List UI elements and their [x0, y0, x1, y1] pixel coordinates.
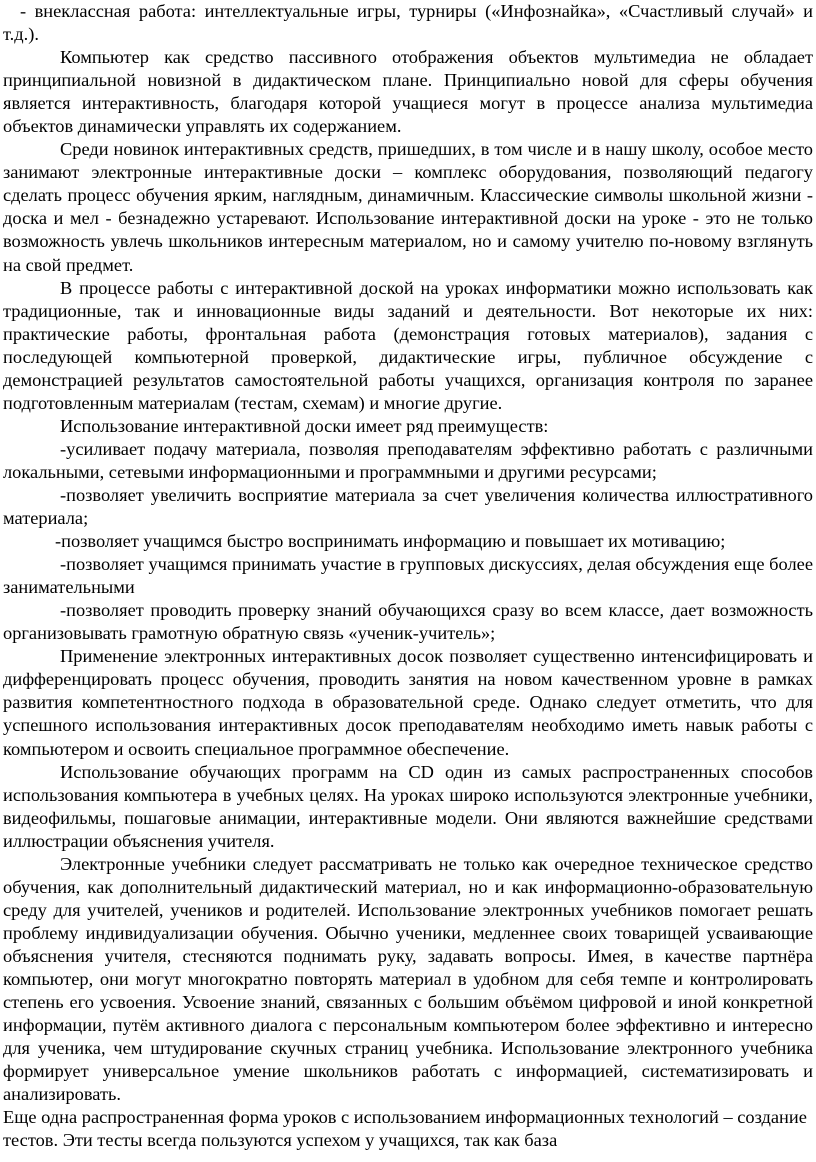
list-item-advantage-4: -позволяет учащимся принимать участие в групповых дискуссиях, делая обсуждения еще более занимательными	[3, 554, 813, 598]
document-page	[3, 0, 813, 1152]
paragraph-interactive-boards: Среди новинок интерактивных средств, пришедших, в том числе и в нашу школу, особое место занимают электронные интерактивные доски – комплекс оборудования, позволяющий педагогу сделать процесс обучения ярким, наглядным, динамичным. Классические символы школьной жизни - доска и мел - безнадежно устаревают. Использование интерактивной доски на уроке - это не только возможность увлечь школьников интересным материалом, но и самому учителю по-новому взглянуть на свой предмет.	[3, 139, 813, 275]
list-item-advantage-3: -позволяет учащимся быстро воспринимать информацию и повышает их мотивацию;	[55, 531, 726, 552]
list-item-advantage-1: -усиливает подачу материала, позволяя преподавателям эффективно работать с различными локальными, сетевыми информационными и программными и другими ресурсами;	[3, 438, 813, 482]
paragraph-computer-passive: Компьютер как средство пассивного отображения объектов мультимедиа не обладает принципиальной новизной в дидактическом плане. Принципиально новой для сферы обучения является интерактивность, благодаря которой учащиеся могут в процессе анализа мультимедиа объектов динамически управлять их содержанием.	[3, 47, 813, 137]
paragraph-electronic-textbooks: Электронные учебники следует рассматривать не только как очередное техническое средство обучения, как дополнительный дидактический материал, но и как информационно-образовательную среду для учителей, учеников и родителей. Использование электронных учебников помогает решать проблему индивидуализации обучения. Обычно ученики, медленнее своих товарищей усваивающие объяснения учителя, стесняются поднимать руку, задавать вопросы. Имея, в качестве партнёра компьютер, они могут многократно повторять материал в удобном для себя темпе и контролировать степень его усвоения. Усвоение знаний, связанных с большим объёмом цифровой и иной конкретной информации, путём активного диалога с персональным компьютером более эффективно и интересно для ученика, чем штудирование скучных страниц учебника. Использование электронного учебника формирует универсальное умение школьников работать с информацией, систематизировать и анализировать.	[3, 853, 813, 1105]
paragraph-extracurricular: - внеклассная работа: интеллектуальные игры, турниры («Инфознайка», «Счастливый случай» и т.д.).	[3, 1, 813, 45]
paragraph-tests: Еще одна распространенная форма уроков с использованием информационных технологий – создание тестов. Эти тесты всегда пользуются успехом у учащихся, так как база	[3, 1107, 807, 1151]
list-item-advantage-5: -позволяет проводить проверку знаний обучающихся сразу во всем классе, дает возможность организовывать грамотную обратную связь «ученик-учитель»;	[3, 600, 813, 644]
list-item-advantage-2: -позволяет увеличить восприятие материала за счет увеличения количества иллюстративного материала;	[3, 484, 813, 529]
paragraph-board-application: Применение электронных интерактивных досок позволяет существенно интенсифицировать и дифференцировать процесс обучения, проводить занятия на новом качественном уровне в рамках развития компетентностного подхода в образовательной среде. Однако следует отметить, что для успешного использования интерактивных досок преподавателям необходимо иметь навык работы с компьютером и освоить специальное программное обеспечение.	[3, 646, 813, 759]
paragraph-board-tasks: В процессе работы с интерактивной доской на уроках информатики можно использовать как традиционные, так и инновационные виды заданий и деятельности. Вот некоторые их них: практические работы, фронтальная работа (демонстрация готовых материалов), задания с последующей компьютерной проверкой, дидактические игры, публичное обсуждение с демонстрацией результатов самостоятельной работы учащихся, организация контроля по заранее подготовленным материалам (тестам, схемам) и многие другие.	[3, 277, 813, 413]
paragraph-advantages-heading: Использование интерактивной доски имеет ряд преимуществ:	[60, 415, 549, 436]
paragraph-cd-programs: Использование обучающих программ на CD один из самых распространенных способов использования компьютера в учебных целях. На уроках широко используются электронные учебники, видеофильмы, пошаговые анимации, интерактивные модели. Они являются важнейшие средствами иллюстрации объяснения учителя.	[3, 761, 813, 851]
